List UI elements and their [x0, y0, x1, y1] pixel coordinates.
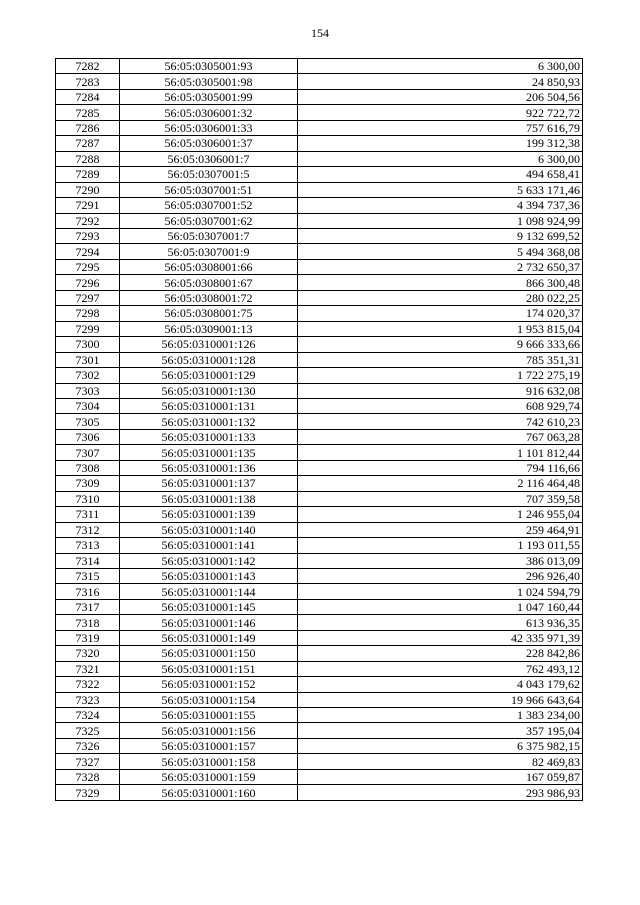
row-number-cell: 7309 [56, 476, 120, 491]
cadastral-value-cell: 6 300,00 [298, 151, 583, 166]
row-number-cell: 7323 [56, 692, 120, 707]
table-row [56, 290, 583, 305]
cadastral-number-cell: 56:05:0310001:160 [120, 785, 298, 800]
row-number-cell: 7292 [56, 213, 120, 228]
cadastral-value-cell: 1 722 275,19 [298, 368, 583, 383]
cadastral-number-cell: 56:05:0310001:139 [120, 507, 298, 522]
table-row [56, 507, 583, 522]
table-row [56, 754, 583, 769]
row-number-cell: 7315 [56, 568, 120, 583]
cadastral-value-cell: 19 966 643,64 [298, 692, 583, 707]
row-number-cell: 7295 [56, 259, 120, 274]
table-row [56, 661, 583, 676]
table-row [56, 538, 583, 553]
cadastral-number-cell: 56:05:0310001:140 [120, 522, 298, 537]
table-row [56, 785, 583, 800]
row-number-cell: 7303 [56, 383, 120, 398]
cadastral-number-cell: 56:05:0310001:143 [120, 568, 298, 583]
table-row [56, 167, 583, 182]
table-row [56, 213, 583, 228]
cadastral-value-cell: 608 929,74 [298, 398, 583, 413]
row-number-cell: 7321 [56, 661, 120, 676]
table-row [56, 708, 583, 723]
cadastral-value-cell: 2 732 650,37 [298, 259, 583, 274]
cadastral-number-cell: 56:05:0310001:154 [120, 692, 298, 707]
table-row [56, 769, 583, 784]
table-row [56, 321, 583, 336]
page-number: 154 [311, 26, 329, 40]
table-row [56, 368, 583, 383]
cadastral-value-cell: 785 351,31 [298, 352, 583, 367]
cadastral-number-cell: 56:05:0308001:67 [120, 275, 298, 290]
cadastral-value-cell: 1 098 924,99 [298, 213, 583, 228]
cadastral-number-cell: 56:05:0310001:141 [120, 538, 298, 553]
cadastral-number-cell: 56:05:0310001:128 [120, 352, 298, 367]
row-number-cell: 7285 [56, 105, 120, 120]
cadastral-value-cell: 1 193 011,55 [298, 538, 583, 553]
row-number-cell: 7288 [56, 151, 120, 166]
cadastral-number-cell: 56:05:0307001:62 [120, 213, 298, 228]
table-row [56, 615, 583, 630]
cadastral-value-cell: 6 300,00 [298, 59, 583, 74]
cadastral-value-cell: 296 926,40 [298, 568, 583, 583]
row-number-cell: 7294 [56, 244, 120, 259]
cadastral-value-cell: 1 047 160,44 [298, 599, 583, 614]
cadastral-value-cell: 5 494 368,08 [298, 244, 583, 259]
cadastral-number-cell: 56:05:0306001:7 [120, 151, 298, 166]
row-number-cell: 7289 [56, 167, 120, 182]
cadastral-value-cell: 1 024 594,79 [298, 584, 583, 599]
row-number-cell: 7328 [56, 769, 120, 784]
row-number-cell: 7283 [56, 74, 120, 89]
row-number-cell: 7329 [56, 785, 120, 800]
row-number-cell: 7320 [56, 646, 120, 661]
table-row [56, 568, 583, 583]
cadastral-value-cell: 1 383 234,00 [298, 708, 583, 723]
table-row [56, 151, 583, 166]
row-number-cell: 7301 [56, 352, 120, 367]
row-number-cell: 7311 [56, 507, 120, 522]
cadastral-value-cell: 866 300,48 [298, 275, 583, 290]
table-row [56, 723, 583, 738]
table-row [56, 738, 583, 753]
cadastral-number-cell: 56:05:0310001:152 [120, 677, 298, 692]
cadastral-value-cell: 767 063,28 [298, 429, 583, 444]
row-number-cell: 7291 [56, 198, 120, 213]
table-row [56, 198, 583, 213]
cadastral-number-cell: 56:05:0305001:98 [120, 74, 298, 89]
row-number-cell: 7296 [56, 275, 120, 290]
row-number-cell: 7284 [56, 89, 120, 104]
row-number-cell: 7300 [56, 337, 120, 352]
cadastral-number-cell: 56:05:0307001:5 [120, 167, 298, 182]
row-number-cell: 7317 [56, 599, 120, 614]
table-row [56, 553, 583, 568]
table-row [56, 476, 583, 491]
row-number-cell: 7308 [56, 460, 120, 475]
cadastral-number-cell: 56:05:0305001:99 [120, 89, 298, 104]
table-row [56, 460, 583, 475]
cadastral-value-cell: 167 059,87 [298, 769, 583, 784]
row-number-cell: 7310 [56, 491, 120, 506]
row-number-cell: 7325 [56, 723, 120, 738]
cadastral-value-cell: 1 246 955,04 [298, 507, 583, 522]
row-number-cell: 7318 [56, 615, 120, 630]
cadastral-number-cell: 56:05:0310001:144 [120, 584, 298, 599]
table-row [56, 275, 583, 290]
table-row [56, 429, 583, 444]
cadastral-value-cell: 42 335 971,39 [298, 630, 583, 645]
cadastral-number-cell: 56:05:0310001:126 [120, 337, 298, 352]
cadastral-value-cell: 613 936,35 [298, 615, 583, 630]
table-row [56, 259, 583, 274]
cadastral-value-cell: 174 020,37 [298, 306, 583, 321]
row-number-cell: 7298 [56, 306, 120, 321]
table-row [56, 646, 583, 661]
cadastral-value-cell: 357 195,04 [298, 723, 583, 738]
table-row [56, 120, 583, 135]
row-number-cell: 7286 [56, 120, 120, 135]
table-row [56, 584, 583, 599]
cadastral-number-cell: 56:05:0310001:146 [120, 615, 298, 630]
row-number-cell: 7287 [56, 136, 120, 151]
cadastral-value-cell: 494 658,41 [298, 167, 583, 182]
cadastral-number-cell: 56:05:0308001:72 [120, 290, 298, 305]
table-row [56, 228, 583, 243]
cadastral-number-cell: 56:05:0309001:13 [120, 321, 298, 336]
cadastral-value-cell: 794 116,66 [298, 460, 583, 475]
table-row [56, 352, 583, 367]
cadastral-number-cell: 56:05:0310001:136 [120, 460, 298, 475]
cadastral-value-cell: 9 666 333,66 [298, 337, 583, 352]
cadastral-number-cell: 56:05:0306001:32 [120, 105, 298, 120]
cadastral-number-cell: 56:05:0306001:37 [120, 136, 298, 151]
cadastral-number-cell: 56:05:0310001:133 [120, 429, 298, 444]
cadastral-number-cell: 56:05:0310001:151 [120, 661, 298, 676]
table-row [56, 491, 583, 506]
row-number-cell: 7327 [56, 754, 120, 769]
cadastral-number-cell: 56:05:0308001:66 [120, 259, 298, 274]
cadastral-value-cell: 9 132 699,52 [298, 228, 583, 243]
table-row [56, 105, 583, 120]
cadastral-number-cell: 56:05:0310001:158 [120, 754, 298, 769]
cadastral-number-cell: 56:05:0310001:155 [120, 708, 298, 723]
row-number-cell: 7302 [56, 368, 120, 383]
cadastral-value-cell: 4 394 737,36 [298, 198, 583, 213]
table-row [56, 89, 583, 104]
cadastral-value-cell: 1 101 812,44 [298, 445, 583, 460]
cadastral-value-cell: 742 610,23 [298, 414, 583, 429]
row-number-cell: 7313 [56, 538, 120, 553]
cadastral-number-cell: 56:05:0310001:159 [120, 769, 298, 784]
cadastral-value-cell: 6 375 982,15 [298, 738, 583, 753]
table-row [56, 337, 583, 352]
cadastral-number-cell: 56:05:0310001:145 [120, 599, 298, 614]
cadastral-value-cell: 206 504,56 [298, 89, 583, 104]
cadastral-value-cell: 228 842,86 [298, 646, 583, 661]
cadastral-value-cell: 757 616,79 [298, 120, 583, 135]
cadastral-number-cell: 56:05:0310001:137 [120, 476, 298, 491]
row-number-cell: 7316 [56, 584, 120, 599]
table-row [56, 677, 583, 692]
cadastral-number-cell: 56:05:0307001:9 [120, 244, 298, 259]
cadastral-value-cell: 5 633 171,46 [298, 182, 583, 197]
cadastral-number-cell: 56:05:0310001:157 [120, 738, 298, 753]
row-number-cell: 7299 [56, 321, 120, 336]
row-number-cell: 7297 [56, 290, 120, 305]
row-number-cell: 7307 [56, 445, 120, 460]
cadastral-number-cell: 56:05:0310001:132 [120, 414, 298, 429]
table-row [56, 398, 583, 413]
table-row [56, 59, 583, 74]
cadastral-number-cell: 56:05:0307001:51 [120, 182, 298, 197]
cadastral-number-cell: 56:05:0307001:7 [120, 228, 298, 243]
table-row [56, 599, 583, 614]
cadastral-value-cell: 259 464,91 [298, 522, 583, 537]
row-number-cell: 7326 [56, 738, 120, 753]
cadastral-number-cell: 56:05:0306001:33 [120, 120, 298, 135]
row-number-cell: 7282 [56, 59, 120, 74]
cadastral-value-cell: 24 850,93 [298, 74, 583, 89]
table-row [56, 630, 583, 645]
row-number-cell: 7305 [56, 414, 120, 429]
cadastral-number-cell: 56:05:0310001:138 [120, 491, 298, 506]
table-row [56, 74, 583, 89]
row-number-cell: 7324 [56, 708, 120, 723]
cadastral-value-cell: 293 986,93 [298, 785, 583, 800]
cadastral-value-cell: 916 632,08 [298, 383, 583, 398]
cadastral-value-cell: 82 469,83 [298, 754, 583, 769]
table-body [56, 59, 583, 801]
cadastral-number-cell: 56:05:0310001:156 [120, 723, 298, 738]
cadastral-number-cell: 56:05:0310001:129 [120, 368, 298, 383]
table-row [56, 522, 583, 537]
cadastral-value-cell: 1 953 815,04 [298, 321, 583, 336]
cadastral-number-cell: 56:05:0308001:75 [120, 306, 298, 321]
cadastral-number-cell: 56:05:0310001:149 [120, 630, 298, 645]
cadastral-value-cell: 199 312,38 [298, 136, 583, 151]
cadastral-value-table [55, 58, 583, 801]
table-row [56, 692, 583, 707]
table-row [56, 445, 583, 460]
table-row [56, 383, 583, 398]
row-number-cell: 7314 [56, 553, 120, 568]
cadastral-value-cell: 922 722,72 [298, 105, 583, 120]
row-number-cell: 7322 [56, 677, 120, 692]
cadastral-value-cell: 762 493,12 [298, 661, 583, 676]
table-row [56, 182, 583, 197]
table-row [56, 306, 583, 321]
row-number-cell: 7312 [56, 522, 120, 537]
cadastral-number-cell: 56:05:0310001:135 [120, 445, 298, 460]
cadastral-value-cell: 280 022,25 [298, 290, 583, 305]
cadastral-value-cell: 4 043 179,62 [298, 677, 583, 692]
row-number-cell: 7306 [56, 429, 120, 444]
cadastral-number-cell: 56:05:0310001:131 [120, 398, 298, 413]
cadastral-value-cell: 386 013,09 [298, 553, 583, 568]
cadastral-value-cell: 707 359,58 [298, 491, 583, 506]
cadastral-number-cell: 56:05:0307001:52 [120, 198, 298, 213]
table-row [56, 244, 583, 259]
row-number-cell: 7293 [56, 228, 120, 243]
cadastral-number-cell: 56:05:0305001:93 [120, 59, 298, 74]
row-number-cell: 7304 [56, 398, 120, 413]
row-number-cell: 7290 [56, 182, 120, 197]
cadastral-number-cell: 56:05:0310001:130 [120, 383, 298, 398]
cadastral-number-cell: 56:05:0310001:142 [120, 553, 298, 568]
row-number-cell: 7319 [56, 630, 120, 645]
table-row [56, 136, 583, 151]
cadastral-number-cell: 56:05:0310001:150 [120, 646, 298, 661]
table-row [56, 414, 583, 429]
cadastral-value-cell: 2 116 464,48 [298, 476, 583, 491]
